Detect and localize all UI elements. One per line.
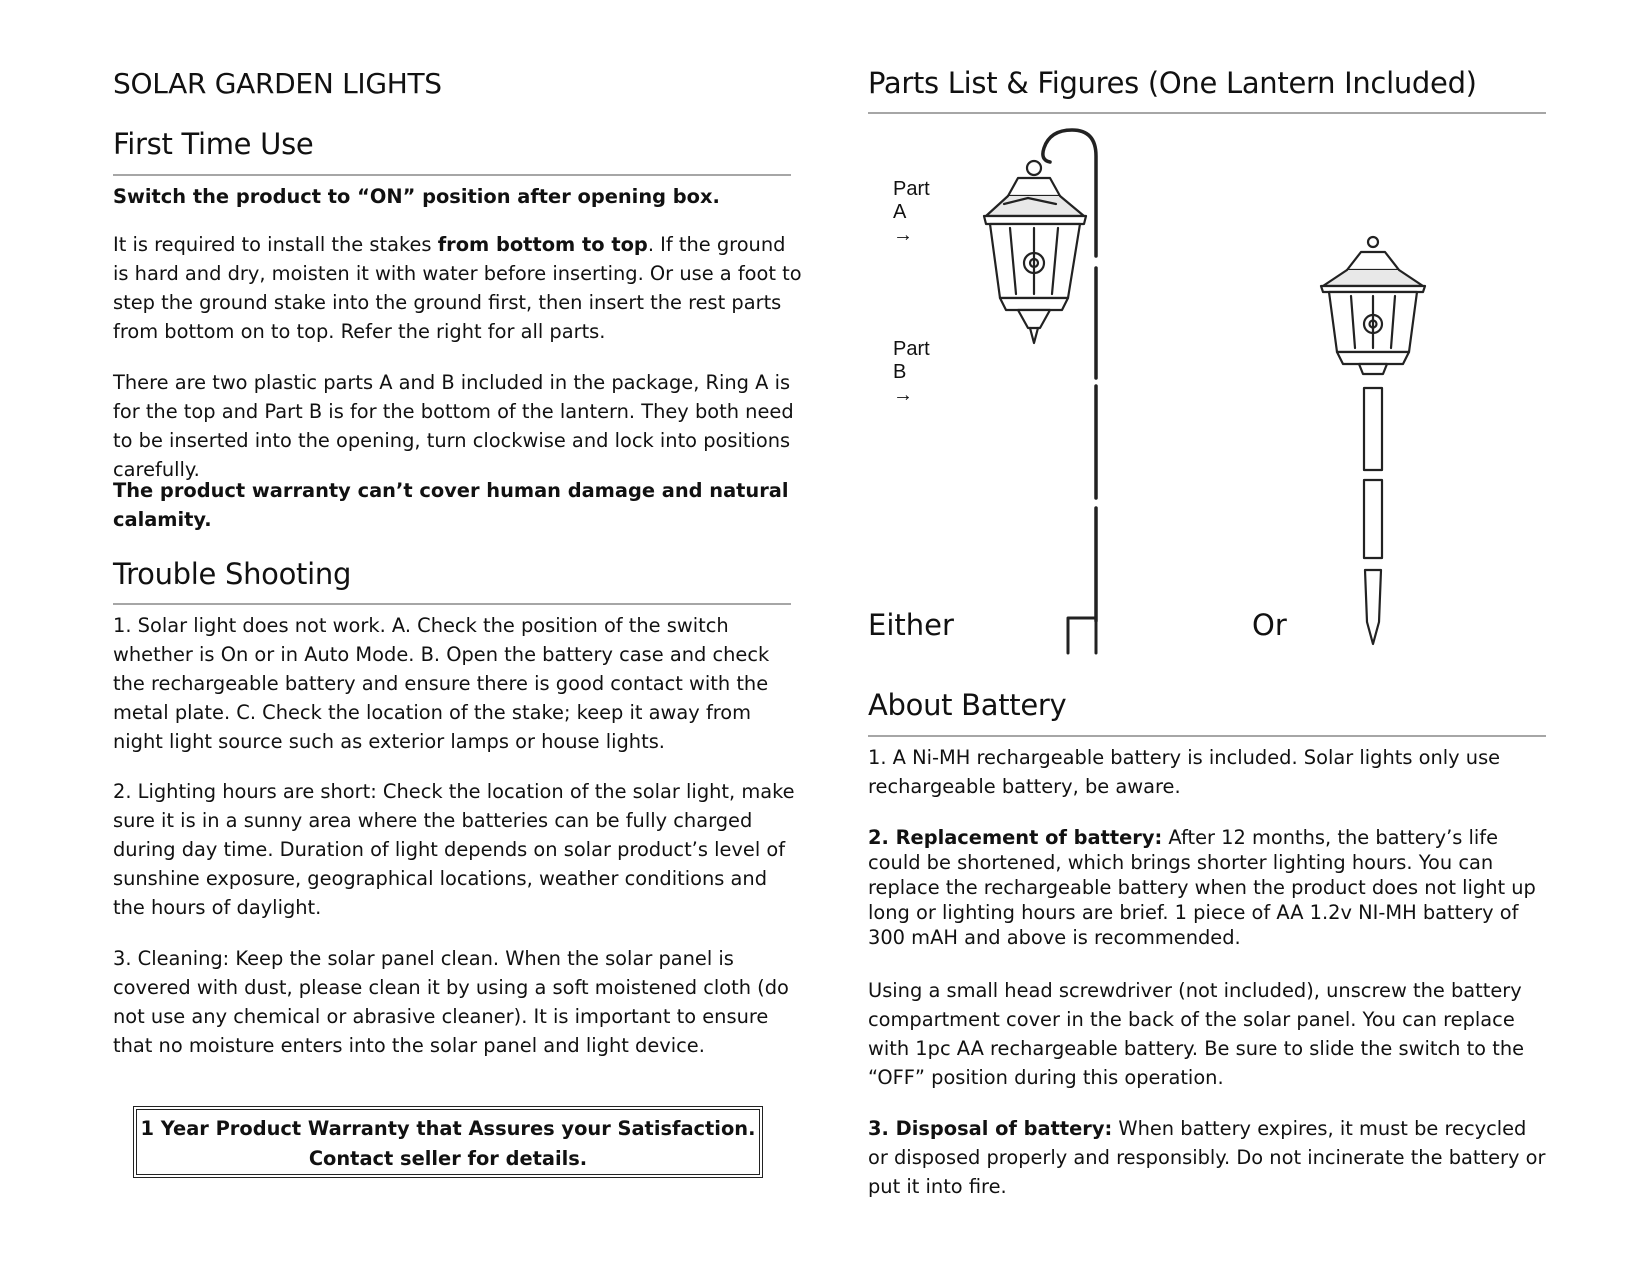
warranty-line-2: Contact seller for details.	[308, 1147, 588, 1170]
warranty-box	[133, 1106, 763, 1178]
about-battery-heading: About Battery	[868, 688, 1067, 722]
parts-list-heading: Parts List & Figures (One Lantern Included)	[868, 66, 1477, 100]
part-a-label: Part A →	[893, 178, 930, 246]
install-instructions	[113, 230, 803, 346]
heading-rule	[868, 112, 1546, 114]
first-time-use-heading: First Time Use	[113, 127, 314, 161]
switch-note: Switch the product to “ON” position after opening box.	[113, 185, 720, 208]
trouble-shooting-heading: Trouble Shooting	[113, 557, 352, 591]
battery-item-2	[868, 825, 1546, 950]
trouble-item-2: 2. Lighting hours are short: Check the location of the solar light, make sure it is in a sunny area where the batteries can be fully charged during day time. Duration of light depends on solar product’s level of sunshine exposure, geographical locations, weather conditions and the hours of daylight.	[113, 780, 795, 919]
battery-item-2-text: After 12 months, the battery’s life could be shortened, which brings shorter lighting hours. You can replace the rechargeable battery when the product does not light up long or lighting hours are brief. 1 piece of AA 1.2v NI-MH battery of 300 mAH and above is recommended.	[868, 826, 1536, 949]
heading-rule	[113, 603, 791, 605]
part-b-label: Part B →	[893, 338, 930, 406]
warranty-line-1: 1 Year Product Warranty that Assures your Satisfaction.	[140, 1117, 756, 1140]
or-label: Or	[1252, 608, 1287, 642]
install-text-start: It is required to install the stakes	[113, 233, 438, 256]
stake-lantern-illustration	[1303, 234, 1443, 654]
either-label: Either	[868, 608, 954, 642]
parts-instructions: There are two plastic parts A and B included in the package, Ring A is for the top and Part B is for the bottom of the lantern. They both need to be inserted into the opening, turn clockwise and lock into positions carefully.	[113, 371, 794, 481]
heading-rule	[113, 174, 791, 176]
trouble-item-3: 3. Cleaning: Keep the solar panel clean. When the solar panel is covered with dust, please clean it by using a soft moistened cloth (do not use any chemical or abrasive cleaner). It is important to ensure that no moisture enters into the solar panel and light device.	[113, 947, 789, 1057]
battery-screwdriver-instructions: Using a small head screwdriver (not included), unscrew the battery compartment cover in the back of the solar panel. You can replace with 1pc AA rechargeable battery. Be sure to slide the switch to the “OFF” position during this operation.	[868, 979, 1525, 1089]
battery-item-2-label: 2. Replacement of battery:	[868, 826, 1163, 849]
install-emphasis: from bottom to top	[437, 233, 648, 256]
battery-item-3-text: When battery expires, it must be recycled or disposed properly and responsibly. Do not incinerate the battery or put it into fire.	[868, 1117, 1546, 1198]
heading-rule	[868, 735, 1546, 737]
battery-item-1: 1. A Ni-MH rechargeable battery is included. Solar lights only use rechargeable battery, be aware.	[868, 746, 1501, 798]
battery-item-3	[868, 1114, 1546, 1201]
trouble-item-1: 1. Solar light does not work. A. Check the position of the switch whether is On or in Auto Mode. B. Open the battery case and check the rechargeable battery and ensure there is good contact with the metal plate. C. Check the location of the stake; keep it away from night light source such as exterior lamps or house lights.	[113, 614, 770, 753]
hook-lantern-illustration	[964, 128, 1124, 668]
document-title: SOLAR GARDEN LIGHTS	[113, 67, 442, 100]
battery-item-3-label: 3. Disposal of battery:	[868, 1117, 1113, 1140]
install-text-end: . If the ground is hard and dry, moisten it with water before inserting. Or use a foot to step the ground stake into the ground first, then insert the rest parts from bottom on to top. Refer the right for all parts.	[113, 233, 802, 343]
warranty-exclusion-note: The product warranty can’t cover human damage and natural calamity.	[113, 479, 789, 531]
